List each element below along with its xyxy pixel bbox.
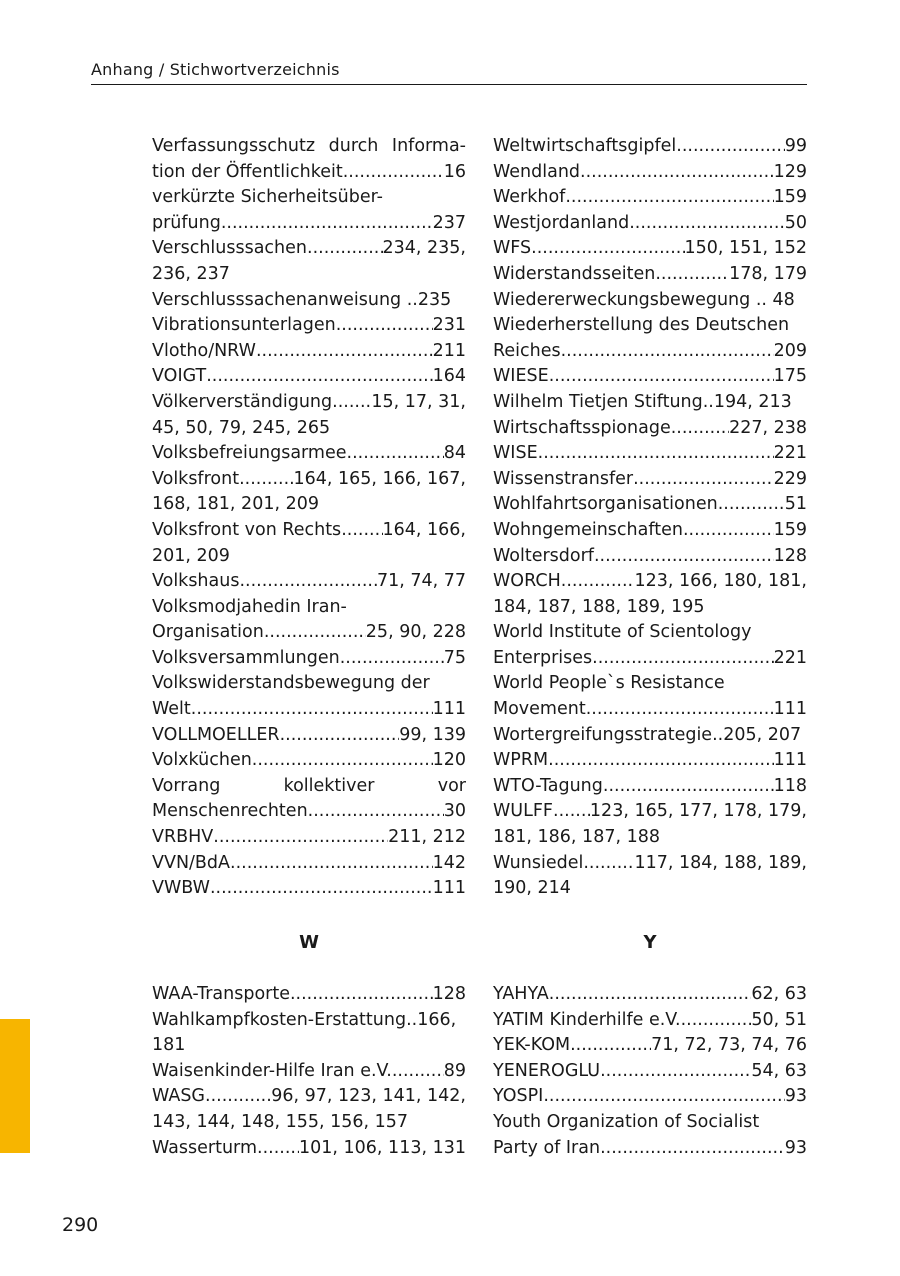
entry-pages: 96, 97, 123, 141, 142,	[271, 1086, 466, 1107]
dot-leader	[548, 748, 773, 774]
entry-term: Völkerverständigung	[152, 391, 333, 412]
entry-pages: 221	[773, 443, 807, 464]
entry-pages: 111	[432, 878, 466, 899]
entry-pages: 178, 179	[729, 263, 807, 284]
index-entry: Wahlkampfkosten-Erstattung..166,	[152, 1009, 457, 1030]
dot-leader	[594, 544, 774, 570]
index-entry	[493, 185, 807, 211]
entry-pages: 231	[432, 315, 466, 336]
entry-pages: 117, 184, 188, 189,	[634, 852, 807, 873]
dot-leader	[683, 518, 774, 544]
dot-leader	[239, 569, 376, 595]
entry-term: Volxküchen	[152, 750, 252, 771]
entry-pages: 221	[773, 647, 807, 668]
dot-leader	[336, 313, 433, 339]
entry-term: YOSPI	[493, 1086, 544, 1107]
entry-pages: 101, 106, 113, 131	[299, 1137, 466, 1158]
page-number: 290	[62, 1214, 99, 1236]
index-entry	[152, 313, 466, 339]
entry-term: Wasserturm	[152, 1137, 257, 1158]
dot-leader	[549, 982, 752, 1008]
index-entry: verkürzte Sicherheitsüber-	[152, 187, 383, 208]
entry-pages: 111	[773, 750, 807, 771]
dot-leader	[561, 339, 774, 365]
entry-pages: 111	[432, 699, 466, 720]
index-entry: Verschlusssachenanweisung ..235	[152, 289, 452, 310]
dot-leader	[239, 467, 293, 493]
entry-pages: 211, 212	[388, 827, 466, 848]
entry-term: YATIM Kinderhilfe e.V.	[493, 1009, 681, 1030]
entry-pages: 128	[773, 545, 807, 566]
entry-term: Wendland	[493, 161, 581, 182]
section-heading-y: Y	[643, 932, 657, 953]
entry-term: VOLLMOELLER	[152, 724, 280, 745]
dot-leader	[213, 825, 388, 851]
entry-term: Weltwirtschaftsgipfel	[493, 136, 677, 156]
index-entry	[152, 160, 466, 186]
index-entry: Wortergreifungsstrategie..205, 207	[493, 724, 802, 745]
index-entry	[152, 569, 466, 595]
dot-leader	[586, 697, 774, 723]
dot-leader	[210, 876, 433, 902]
index-entry	[152, 646, 466, 672]
index-entry: 190, 214	[493, 878, 571, 899]
index-entry	[493, 982, 807, 1008]
dot-leader	[205, 1084, 271, 1110]
index-entry	[493, 799, 807, 825]
index-entry	[493, 134, 807, 160]
entry-term: Reiches	[493, 340, 561, 361]
entry-term: WFS	[493, 238, 532, 259]
entry-pages: 89	[443, 1060, 466, 1081]
dot-leader	[332, 390, 371, 416]
dot-leader	[290, 982, 433, 1008]
dot-leader	[538, 441, 774, 467]
entry-pages: 111	[773, 699, 807, 720]
index-entry	[493, 467, 807, 493]
index-entry	[493, 1033, 807, 1059]
entry-pages: 118	[773, 775, 807, 796]
index-column-right-top	[493, 134, 807, 902]
index-entry	[152, 851, 466, 877]
index-entry	[493, 1084, 807, 1110]
entry-pages: 175	[773, 366, 807, 387]
entry-pages: 16	[443, 161, 466, 182]
index-entry: Youth Organization of Socialist	[493, 1111, 760, 1132]
entry-term: Wohlfahrtsorganisationen	[493, 494, 718, 515]
index-entry	[152, 697, 466, 723]
entry-term: Vlotho/NRW	[152, 340, 256, 361]
entry-pages: 84	[443, 443, 466, 464]
entry-term: Werkhof	[493, 187, 566, 208]
entry-pages: 150, 151, 152	[684, 238, 807, 259]
entry-pages: 209	[773, 340, 807, 361]
dot-leader	[230, 851, 433, 877]
index-entry	[152, 236, 466, 262]
entry-pages: 99, 139	[399, 724, 466, 745]
index-entry	[152, 364, 466, 390]
entry-term: Woltersdorf	[493, 545, 594, 566]
dot-leader	[206, 364, 432, 390]
index-entry	[493, 646, 807, 672]
index-entry	[152, 1084, 466, 1110]
index-entry: 236, 237	[152, 263, 230, 284]
entry-pages: 159	[773, 187, 807, 208]
entry-pages: 50	[784, 212, 807, 233]
entry-pages: 120	[432, 750, 466, 771]
index-entry	[152, 1136, 466, 1162]
index-entry	[493, 748, 807, 774]
dot-leader	[343, 160, 444, 186]
index-entry	[493, 1136, 807, 1162]
entry-term: Waisenkinder-Hilfe Iran e.V.	[152, 1060, 392, 1081]
entry-pages: 164, 165, 166, 167,	[293, 468, 466, 489]
index-entry: Wiederherstellung des Deutschen	[493, 315, 790, 336]
entry-pages: 51	[784, 494, 807, 515]
dot-leader	[264, 620, 366, 646]
index-entry: 168, 181, 201, 209	[152, 494, 319, 515]
dot-leader	[718, 492, 785, 518]
dot-leader	[252, 748, 433, 774]
entry-term: WAA-Transporte	[152, 984, 290, 1004]
index-column-right-bottom	[493, 982, 807, 1161]
entry-term: Verschlusssachen	[152, 238, 308, 259]
entry-term: Vibrationsunterlagen	[152, 315, 336, 336]
dot-leader	[553, 799, 590, 825]
dot-leader	[580, 160, 774, 186]
entry-term: VOIGT	[152, 366, 207, 387]
index-entry: 45, 50, 79, 245, 265	[152, 417, 331, 438]
index-entry	[493, 211, 807, 237]
index-entry	[152, 620, 466, 646]
entry-term: prüfung	[152, 212, 221, 233]
index-entry	[152, 339, 466, 365]
entry-term: Movement	[493, 699, 586, 720]
entry-pages: 75	[443, 647, 466, 668]
dot-leader	[549, 364, 774, 390]
dot-leader	[565, 185, 773, 211]
entry-pages: 93	[784, 1086, 807, 1107]
index-entry	[493, 569, 807, 595]
index-entry	[152, 1059, 466, 1085]
index-column-left-bottom	[152, 982, 466, 1161]
dot-leader	[629, 211, 785, 237]
entry-term: VRBHV	[152, 827, 214, 848]
entry-pages: 62, 63	[751, 984, 807, 1004]
index-entry	[493, 416, 807, 442]
index-entry: Verfassungsschutz durch Informa-	[152, 136, 466, 156]
entry-term: tion der Öffentlichkeit	[152, 161, 343, 182]
index-entry	[493, 441, 807, 467]
entry-pages: 211	[432, 340, 466, 361]
entry-term: VWBW	[152, 878, 210, 899]
index-entry	[493, 774, 807, 800]
entry-term: Wirtschaftsspionage	[493, 417, 671, 438]
index-entry: Wilhelm Tietjen Stiftung..194, 213	[493, 391, 792, 412]
index-entry	[152, 748, 466, 774]
entry-pages: 71, 72, 73, 74, 76	[651, 1035, 807, 1056]
dot-leader	[307, 236, 382, 262]
index-entry: 181, 186, 187, 188	[493, 827, 660, 848]
entry-pages: 15, 17, 31,	[371, 391, 466, 412]
entry-pages: 159	[773, 519, 807, 540]
index-entry: 201, 209	[152, 545, 230, 566]
dot-leader	[592, 646, 773, 672]
entry-term: WORCH	[493, 571, 561, 592]
chapter-tab-marker	[0, 1019, 30, 1153]
entry-term: WISE	[493, 443, 538, 464]
index-entry	[493, 339, 807, 365]
entry-term: YEK-KOM	[493, 1035, 571, 1056]
entry-term: YENEROGLU	[493, 1060, 601, 1081]
index-entry	[493, 544, 807, 570]
header-rule	[91, 84, 807, 85]
section-heading-w: W	[299, 932, 319, 953]
entry-term: WPRM	[493, 750, 549, 771]
index-entry	[493, 262, 807, 288]
dot-leader	[221, 211, 433, 237]
dot-leader	[191, 697, 433, 723]
dot-leader	[341, 518, 382, 544]
entry-term: Welt	[152, 699, 191, 720]
index-entry	[493, 236, 807, 262]
index-entry: World People`s Resistance	[493, 673, 725, 694]
index-entry	[493, 518, 807, 544]
index-entry	[152, 441, 466, 467]
index-entry	[152, 211, 466, 237]
index-entry: Vorrang kollektiver vor	[152, 775, 466, 796]
entry-term: WIESE	[493, 366, 549, 387]
dot-leader	[308, 799, 444, 825]
index-column-left-top	[152, 134, 466, 902]
entry-pages: 25, 90, 228	[365, 622, 466, 643]
entry-term: Westjordanland	[493, 212, 630, 233]
index-entry: 143, 144, 148, 155, 156, 157	[152, 1111, 409, 1132]
entry-term: Organisation	[152, 622, 264, 643]
index-entry	[152, 467, 466, 493]
entry-pages: 142	[432, 852, 466, 873]
dot-leader	[633, 467, 773, 493]
index-entry: 181	[152, 1035, 186, 1056]
dot-leader	[392, 1059, 444, 1085]
dot-leader	[531, 236, 684, 262]
index-entry	[152, 390, 466, 416]
entry-pages: 229	[773, 468, 807, 489]
entry-term: Party of Iran	[493, 1137, 601, 1158]
index-entry: Volksmodjahedin Iran-	[152, 596, 347, 617]
dot-leader	[583, 851, 634, 877]
entry-term: Volksversammlungen	[152, 647, 340, 668]
entry-pages: 164	[432, 366, 466, 387]
dot-leader	[570, 1033, 651, 1059]
entry-pages: 164, 166,	[382, 519, 466, 540]
index-entry	[493, 697, 807, 723]
index-entry: World Institute of Scientology	[493, 622, 752, 643]
dot-leader	[280, 723, 400, 749]
dot-leader	[600, 1136, 785, 1162]
index-entry	[493, 492, 807, 518]
dot-leader	[543, 1084, 784, 1110]
entry-pages: 234, 235,	[382, 238, 466, 259]
index-entry	[152, 876, 466, 902]
index-entry	[493, 364, 807, 390]
entry-term: Wohngemeinschaften	[493, 519, 683, 540]
entry-pages: 54, 63	[751, 1060, 807, 1081]
entry-pages: 129	[773, 161, 807, 182]
index-entry	[493, 1008, 807, 1034]
dot-leader	[603, 774, 774, 800]
index-entry	[152, 799, 466, 825]
index-entry	[152, 723, 466, 749]
entry-term: WULFF	[493, 801, 553, 822]
entry-pages: 30	[443, 801, 466, 822]
entry-pages: 123, 166, 180, 181,	[634, 571, 807, 592]
index-entry: Wiedererweckungsbewegung .. 48	[493, 289, 795, 310]
entry-term: Enterprises	[493, 647, 593, 668]
index-entry: 184, 187, 188, 189, 195	[493, 596, 705, 617]
index-entry	[493, 851, 807, 877]
index-entry	[152, 518, 466, 544]
dot-leader	[681, 1008, 752, 1034]
entry-pages: 123, 165, 177, 178, 179,	[589, 801, 807, 822]
running-header: Anhang / Stichwortverzeichnis	[91, 60, 340, 79]
dot-leader	[340, 646, 444, 672]
dot-leader	[600, 1059, 751, 1085]
dot-leader	[347, 441, 444, 467]
entry-term: WTO-Tagung	[493, 775, 603, 796]
dot-leader	[676, 134, 784, 160]
index-entry	[493, 160, 807, 186]
dot-leader	[655, 262, 729, 288]
entry-pages: 227, 238	[729, 417, 807, 438]
entry-term: Menschenrechten	[152, 801, 308, 822]
entry-pages: 99	[784, 136, 807, 156]
entry-term: YAHYA	[493, 984, 549, 1004]
index-entry	[152, 825, 466, 851]
entry-pages: 237	[432, 212, 466, 233]
entry-term: Volkshaus	[152, 571, 240, 592]
index-entry	[152, 982, 466, 1008]
entry-term: Volksfront von Rechts	[152, 519, 342, 540]
dot-leader	[256, 339, 433, 365]
entry-term: Volksfront	[152, 468, 240, 489]
index-entry	[493, 1059, 807, 1085]
dot-leader	[561, 569, 635, 595]
entry-pages: 71, 74, 77	[376, 571, 466, 592]
entry-term: VVN/BdA	[152, 852, 231, 873]
entry-pages: 128	[432, 984, 466, 1004]
entry-term: Wissenstransfer	[493, 468, 634, 489]
index-entry: Volkswiderstandsbewegung der	[152, 673, 430, 694]
entry-pages: 93	[784, 1137, 807, 1158]
dot-leader	[671, 416, 729, 442]
entry-term: Volksbefreiungsarmee	[152, 443, 347, 464]
entry-pages: 50, 51	[751, 1009, 807, 1030]
entry-term: Wunsiedel	[493, 852, 584, 873]
entry-term: Widerstandsseiten	[493, 263, 656, 284]
entry-term: WASG	[152, 1086, 205, 1107]
dot-leader	[257, 1136, 299, 1162]
